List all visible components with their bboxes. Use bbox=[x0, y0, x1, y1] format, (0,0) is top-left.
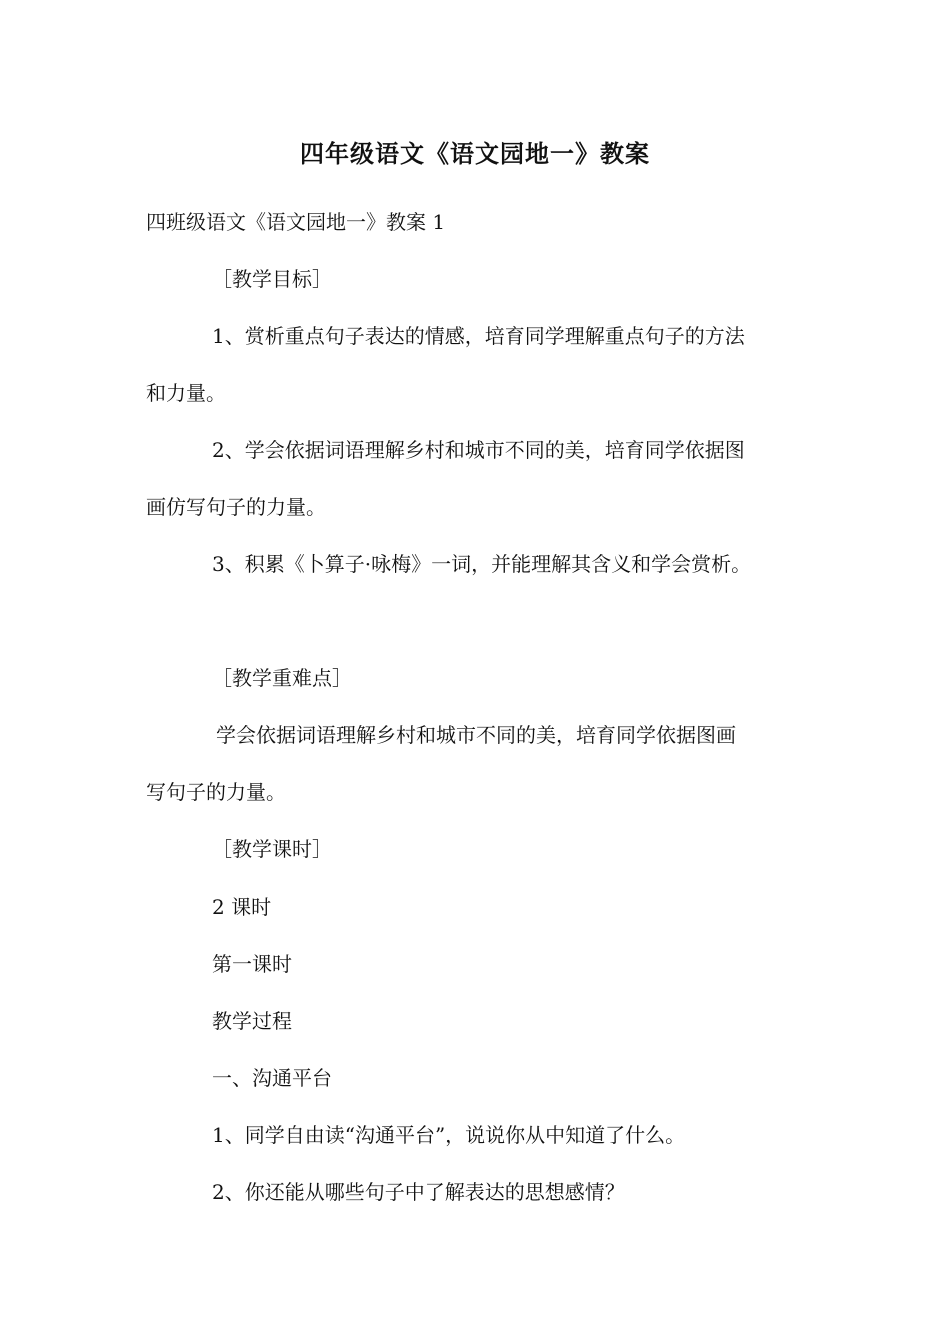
lesson-subtitle: 四班级语文《语文园地一》教案 1 bbox=[146, 210, 446, 234]
goal-2-line-2: 画仿写句子的力量。 bbox=[146, 495, 326, 519]
hours-value: 2 课时 bbox=[212, 895, 272, 919]
step-2: 2、你还能从哪些句子中了解表达的思想感情？ bbox=[212, 1180, 625, 1204]
process-heading: 教学过程 bbox=[212, 1009, 292, 1033]
goal-3: 3、积累《卜算子·咏梅》一词，并能理解其含义和学会赏析。 bbox=[212, 552, 752, 576]
goal-1-line-2: 和力量。 bbox=[146, 381, 226, 405]
document-title: 四年级语文《语文园地一》教案 bbox=[300, 140, 650, 168]
step-1: 1、同学自由读“沟通平台”，说说你从中知道了什么。 bbox=[212, 1123, 686, 1147]
lesson-1-heading: 第一课时 bbox=[212, 952, 292, 976]
difficulty-line-1: 学会依据词语理解乡村和城市不同的美，培育同学依据图画 bbox=[216, 723, 736, 747]
hours-heading: ［教学课时］ bbox=[212, 837, 332, 861]
goal-1-line-1: 1、赏析重点句子表达的情感，培育同学理解重点句子的方法 bbox=[212, 324, 745, 348]
difficulty-heading: ［教学重难点］ bbox=[212, 666, 352, 690]
difficulty-line-2: 写句子的力量。 bbox=[146, 780, 286, 804]
goals-heading: ［教学目标］ bbox=[212, 267, 332, 291]
part-1-heading: 一、沟通平台 bbox=[212, 1066, 332, 1090]
goal-2-line-1: 2、学会依据词语理解乡村和城市不同的美，培育同学依据图 bbox=[212, 438, 745, 462]
